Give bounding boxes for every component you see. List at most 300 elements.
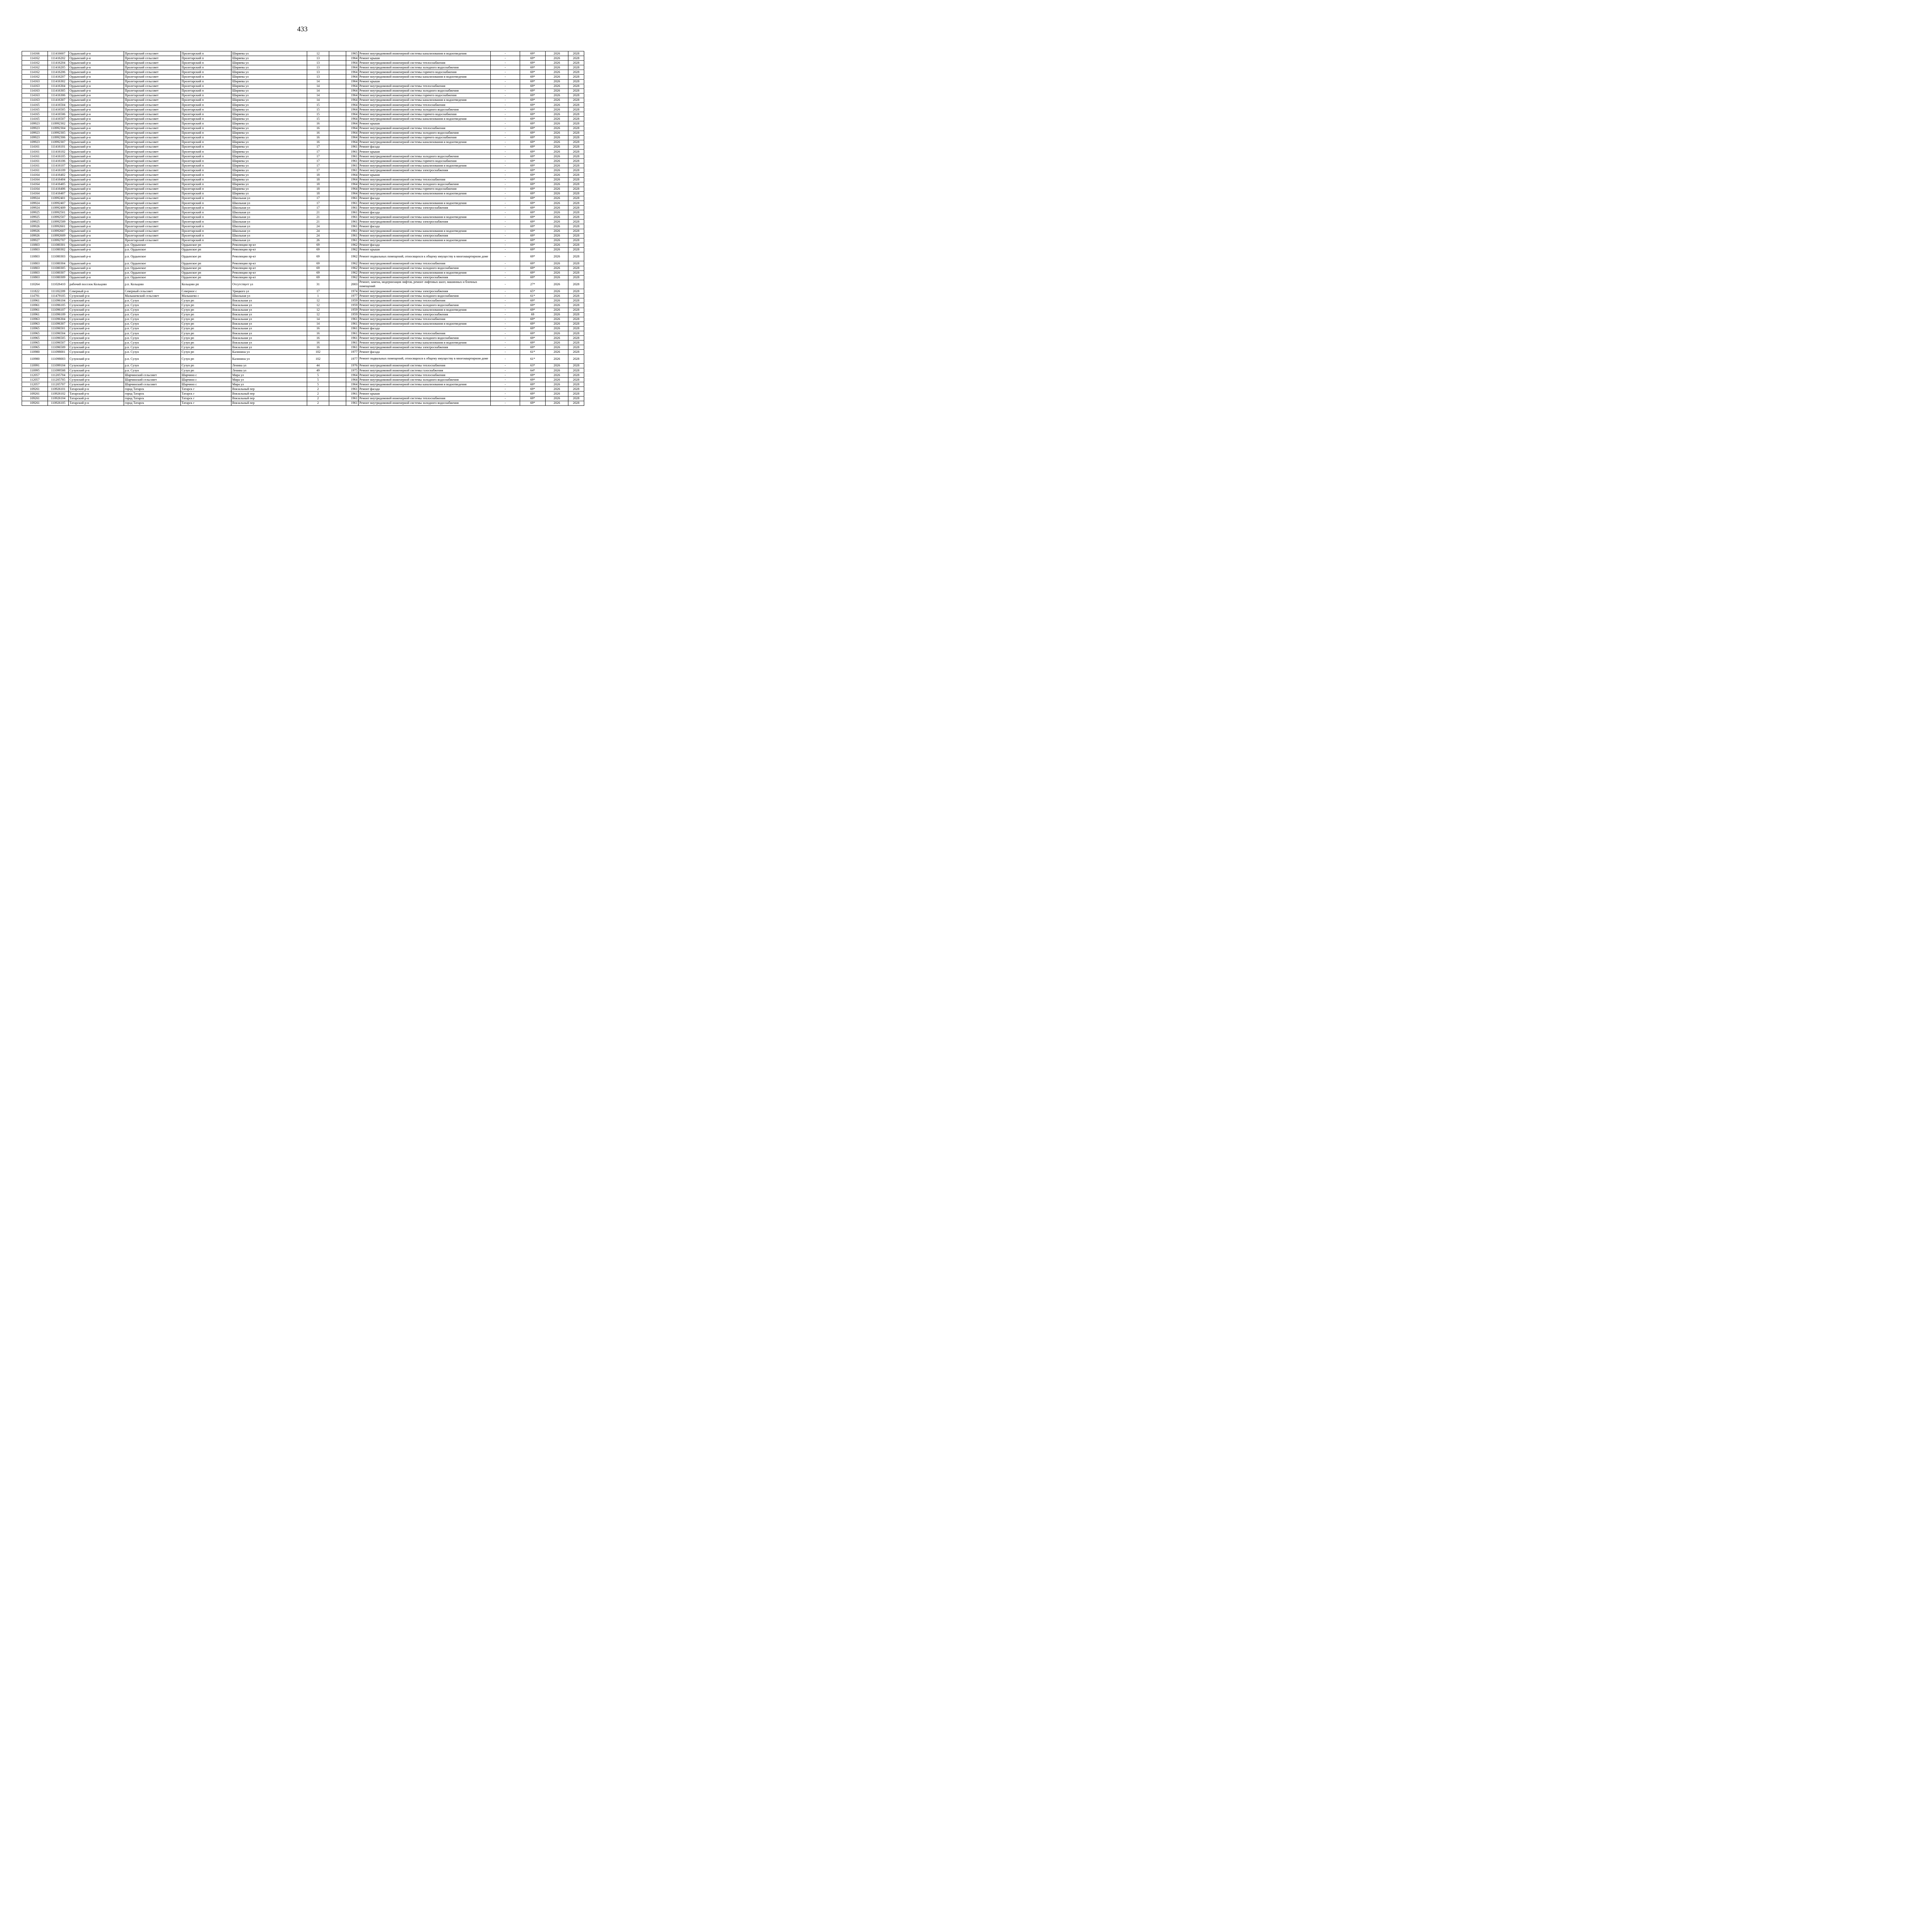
cell-blank-col: - <box>491 65 520 70</box>
cell-settlement: Пролетарский п <box>181 196 231 201</box>
cell-district: Ордынский р-н <box>69 135 124 140</box>
cell-house-id: 111822 <box>22 289 48 294</box>
table-row <box>22 322 584 326</box>
cell-house-id: 109926 <box>22 224 48 229</box>
cell-start-year: 2026 <box>546 206 568 210</box>
table-row <box>22 368 584 373</box>
cell-house-id: 110980 <box>22 354 48 363</box>
cell-work-type: Ремонт внутридомовой инженерной системы теплоснабжения <box>359 103 491 107</box>
cell-house-number: 24 <box>307 233 329 238</box>
cell-end-year: 2028 <box>568 220 584 224</box>
cell-start-year: 2026 <box>546 191 568 196</box>
cell-settlement: Шарчино с <box>181 382 231 387</box>
cell-wear-percent: 69* <box>520 271 546 275</box>
cell-work-type: Ремонт фасада <box>359 196 491 201</box>
table-row <box>22 126 584 131</box>
cell-wear-percent: 63* <box>520 363 546 368</box>
cell-start-year: 2026 <box>546 84 568 89</box>
cell-house-number: 13 <box>307 65 329 70</box>
cell-building <box>329 70 346 75</box>
cell-blank-col: - <box>491 103 520 107</box>
cell-blank-col: - <box>491 275 520 280</box>
cell-wear-percent: 69* <box>520 331 546 336</box>
cell-work-type: Ремонт внутридомовой инженерной системы горячего водоснабжения <box>359 70 491 75</box>
cell-wear-percent: 69* <box>520 201 546 206</box>
cell-wear-percent: 69* <box>520 387 546 392</box>
cell-house-number: 2 <box>307 401 329 405</box>
cell-work-type: Ремонт внутридомовой инженерной системы канализования и водоотведения <box>359 140 491 145</box>
cell-work-id: 111096509 <box>48 345 69 350</box>
cell-build-year: 1961 <box>346 159 359 163</box>
cell-work-id: 111096507 <box>48 340 69 345</box>
cell-build-year: 1961 <box>346 317 359 322</box>
cell-wear-percent: 69* <box>520 187 546 191</box>
cell-street: Вокзальный пер <box>231 387 307 392</box>
cell-start-year: 2026 <box>546 261 568 266</box>
cell-municipality: город Татарск <box>124 401 181 405</box>
page-number: 433 <box>297 25 308 33</box>
cell-end-year: 2028 <box>568 261 584 266</box>
cell-end-year: 2028 <box>568 201 584 206</box>
cell-street: Вокзальная ул <box>231 326 307 331</box>
cell-blank-col: - <box>491 229 520 233</box>
cell-start-year: 2026 <box>546 79 568 84</box>
cell-build-year: 1964 <box>346 98 359 102</box>
cell-start-year: 2026 <box>546 140 568 145</box>
cell-build-year: 1975 <box>346 368 359 373</box>
cell-start-year: 2026 <box>546 220 568 224</box>
cell-house-id: 114166 <box>22 51 48 56</box>
cell-municipality: Пролетарский сельсовет <box>124 135 181 140</box>
cell-house-id: 114165 <box>22 112 48 117</box>
cell-house-id: 109925 <box>22 215 48 220</box>
cell-wear-percent: 69* <box>520 126 546 131</box>
table-row <box>22 61 584 65</box>
cell-district: Ордынский р-н <box>69 201 124 206</box>
cell-house-number: 69 <box>307 271 329 275</box>
cell-wear-percent: 69* <box>520 70 546 75</box>
cell-house-number: 2 <box>307 387 329 392</box>
cell-house-id: 114164 <box>22 191 48 196</box>
cell-build-year: 1961 <box>346 224 359 229</box>
cell-work-type: Ремонт фасада <box>359 326 491 331</box>
cell-building <box>329 98 346 102</box>
cell-start-year: 2026 <box>546 173 568 177</box>
cell-wear-percent: 69* <box>520 121 546 126</box>
table-row <box>22 266 584 271</box>
cell-house-number: 18 <box>307 187 329 191</box>
cell-blank-col: - <box>491 266 520 271</box>
cell-settlement: Пролетарский п <box>181 121 231 126</box>
cell-work-type: Ремонт внутридомовой инженерной системы канализования и водоотведения <box>359 382 491 387</box>
cell-street: Ширяева ул <box>231 149 307 154</box>
table-row <box>22 56 584 61</box>
cell-settlement: Ордынское рп <box>181 243 231 247</box>
cell-district: Ордынский р-н <box>69 159 124 163</box>
cell-municipality: Пролетарский сельсовет <box>124 112 181 117</box>
cell-street: Вокзальный пер <box>231 396 307 401</box>
cell-settlement: Ордынское рп <box>181 266 231 271</box>
cell-house-number: 12 <box>307 298 329 303</box>
cell-work-id: 111205707 <box>48 382 69 387</box>
cell-house-number: 24 <box>307 224 329 229</box>
cell-wear-percent: 61* <box>520 350 546 354</box>
cell-settlement: Пролетарский п <box>181 140 231 145</box>
cell-build-year: 1962 <box>346 261 359 266</box>
cell-building <box>329 317 346 322</box>
cell-end-year: 2028 <box>568 354 584 363</box>
cell-settlement: Сузун рп <box>181 354 231 363</box>
cell-house-number: 69 <box>307 275 329 280</box>
cell-work-id: 111416101 <box>48 145 69 149</box>
cell-house-id: 110965 <box>22 336 48 340</box>
cell-blank-col: - <box>491 75 520 79</box>
table-row <box>22 140 584 145</box>
cell-municipality: Пролетарский сельсовет <box>124 98 181 102</box>
cell-building <box>329 373 346 378</box>
cell-street: Ширяева ул <box>231 191 307 196</box>
cell-building <box>329 345 346 350</box>
cell-work-type: Ремонт внутридомовой инженерной системы теплоснабжения <box>359 331 491 336</box>
cell-house-number: 17 <box>307 168 329 173</box>
cell-work-type: Ремонт внутридомовой инженерной системы холодного водоснабжения <box>359 182 491 187</box>
cell-work-type: Ремонт внутридомовой инженерной системы теплоснабжения <box>359 317 491 322</box>
cell-start-year: 2026 <box>546 378 568 382</box>
cell-house-id: 110803 <box>22 243 48 247</box>
cell-street: Вокзальный пер <box>231 392 307 396</box>
cell-wear-percent: 69* <box>520 322 546 326</box>
cell-district: Ордынский р-н <box>69 275 124 280</box>
cell-wear-percent: 69* <box>520 224 546 229</box>
cell-work-id: 111416205 <box>48 65 69 70</box>
cell-end-year: 2028 <box>568 61 584 65</box>
cell-wear-percent: 69* <box>520 308 546 312</box>
cell-blank-col: - <box>491 378 520 382</box>
cell-work-type: Ремонт фасада <box>359 224 491 229</box>
cell-blank-col: - <box>491 345 520 350</box>
cell-settlement: Татарск г <box>181 401 231 405</box>
cell-work-type: Ремонт внутридомовой инженерной системы холодного водоснабжения <box>359 401 491 405</box>
cell-start-year: 2026 <box>546 298 568 303</box>
cell-work-id: 110992407 <box>48 201 69 206</box>
cell-blank-col: - <box>491 149 520 154</box>
cell-building <box>329 378 346 382</box>
cell-street: Ширяева ул <box>231 177 307 182</box>
cell-blank-col: - <box>491 238 520 243</box>
cell-blank-col: - <box>491 298 520 303</box>
cell-settlement: Сузун рп <box>181 303 231 308</box>
cell-settlement: Пролетарский п <box>181 79 231 84</box>
cell-street: Мира ул <box>231 382 307 387</box>
cell-house-id: 114163 <box>22 79 48 84</box>
cell-wear-percent: 69* <box>520 182 546 187</box>
cell-municipality: Пролетарский сельсовет <box>124 154 181 159</box>
cell-house-id: 109261 <box>22 387 48 392</box>
cell-building <box>329 135 346 140</box>
cell-house-id: 114163 <box>22 89 48 93</box>
cell-end-year: 2028 <box>568 75 584 79</box>
cell-house-id: 109923 <box>22 126 48 131</box>
cell-start-year: 2026 <box>546 215 568 220</box>
cell-end-year: 2028 <box>568 224 584 229</box>
cell-house-number: 69 <box>307 247 329 252</box>
cell-start-year: 2026 <box>546 145 568 149</box>
cell-work-id: 111416206 <box>48 70 69 75</box>
cell-street: Революции пр-кт <box>231 271 307 275</box>
table-row <box>22 149 584 154</box>
cell-start-year: 2026 <box>546 289 568 294</box>
cell-end-year: 2028 <box>568 51 584 56</box>
cell-settlement: Пролетарский п <box>181 107 231 112</box>
cell-settlement: Ордынское рп <box>181 247 231 252</box>
table-row <box>22 271 584 275</box>
cell-settlement: Пролетарский п <box>181 187 231 191</box>
cell-work-id: 110992609 <box>48 233 69 238</box>
cell-street: Ширяева ул <box>231 89 307 93</box>
cell-building <box>329 396 346 401</box>
cell-wear-percent: 69* <box>520 396 546 401</box>
cell-build-year: 1964 <box>346 187 359 191</box>
cell-house-id: 114162 <box>22 65 48 70</box>
cell-municipality: Пролетарский сельсовет <box>124 117 181 121</box>
cell-end-year: 2028 <box>568 121 584 126</box>
cell-build-year: 1964 <box>346 135 359 140</box>
cell-building <box>329 252 346 261</box>
cell-wear-percent: 69* <box>520 345 546 350</box>
cell-end-year: 2028 <box>568 303 584 308</box>
cell-building <box>329 93 346 98</box>
cell-house-id: 114165 <box>22 117 48 121</box>
cell-work-id: 110992707 <box>48 238 69 243</box>
cell-house-number: 102 <box>307 350 329 354</box>
table-row <box>22 312 584 317</box>
cell-start-year: 2026 <box>546 280 568 289</box>
cell-house-number: 16 <box>307 331 329 336</box>
cell-house-number: 12 <box>307 51 329 56</box>
cell-house-id: 110965 <box>22 340 48 345</box>
cell-house-number: 14 <box>307 317 329 322</box>
cell-start-year: 2026 <box>546 210 568 215</box>
cell-house-id: 114162 <box>22 75 48 79</box>
cell-district: рабочий поселок Кольцово <box>69 280 124 289</box>
cell-build-year: 1961 <box>346 336 359 340</box>
cell-wear-percent: 69* <box>520 210 546 215</box>
cell-house-id: 110803 <box>22 271 48 275</box>
cell-municipality: Пролетарский сельсовет <box>124 182 181 187</box>
cell-municipality: Пролетарский сельсовет <box>124 121 181 126</box>
cell-work-id: 110926101 <box>48 387 69 392</box>
cell-municipality: Пролетарский сельсовет <box>124 89 181 93</box>
cell-start-year: 2026 <box>546 65 568 70</box>
cell-work-id: 111416207 <box>48 75 69 79</box>
cell-building <box>329 163 346 168</box>
cell-street: Ширяева ул <box>231 51 307 56</box>
cell-work-id: 111099104 <box>48 363 69 368</box>
cell-house-number: 15 <box>307 107 329 112</box>
cell-start-year: 2026 <box>546 182 568 187</box>
cell-start-year: 2026 <box>546 354 568 363</box>
cell-end-year: 2028 <box>568 206 584 210</box>
cell-work-id: 110992306 <box>48 135 69 140</box>
cell-work-type: Ремонт фасада <box>359 387 491 392</box>
cell-work-id: 111416302 <box>48 79 69 84</box>
cell-settlement: Пролетарский п <box>181 220 231 224</box>
cell-start-year: 2026 <box>546 117 568 121</box>
cell-building <box>329 117 346 121</box>
cell-settlement: Пролетарский п <box>181 93 231 98</box>
cell-work-id: 111080301 <box>48 243 69 247</box>
cell-municipality: Пролетарский сельсовет <box>124 187 181 191</box>
cell-blank-col: - <box>491 392 520 396</box>
cell-build-year: 1962 <box>346 247 359 252</box>
cell-end-year: 2028 <box>568 363 584 368</box>
cell-municipality: р.п. Ордынское <box>124 271 181 275</box>
table-row <box>22 121 584 126</box>
cell-settlement: Сузун рп <box>181 336 231 340</box>
cell-building <box>329 266 346 271</box>
cell-house-number: 14 <box>307 322 329 326</box>
cell-building <box>329 56 346 61</box>
cell-building <box>329 271 346 275</box>
cell-wear-percent: 69* <box>520 93 546 98</box>
cell-district: Ордынский р-н <box>69 154 124 159</box>
cell-house-id: 109923 <box>22 121 48 126</box>
cell-municipality: Пролетарский сельсовет <box>124 56 181 61</box>
cell-end-year: 2028 <box>568 168 584 173</box>
cell-house-id: 114164 <box>22 187 48 191</box>
cell-work-id: 110992307 <box>48 140 69 145</box>
cell-blank-col: - <box>491 126 520 131</box>
cell-start-year: 2026 <box>546 266 568 271</box>
cell-end-year: 2028 <box>568 131 584 135</box>
cell-house-id: 114161 <box>22 154 48 159</box>
cell-municipality: р.п. Сузун <box>124 326 181 331</box>
cell-municipality: р.п. Сузун <box>124 322 181 326</box>
table-row <box>22 215 584 220</box>
cell-district: Ордынский р-н <box>69 145 124 149</box>
cell-settlement: Пролетарский п <box>181 224 231 229</box>
cell-work-type: Ремонт внутридомовой инженерной системы электроснабжения <box>359 345 491 350</box>
cell-work-id: 111416109 <box>48 168 69 173</box>
cell-settlement: Ордынское рп <box>181 275 231 280</box>
cell-end-year: 2028 <box>568 229 584 233</box>
cell-build-year: 1961 <box>346 340 359 345</box>
cell-street: Школьная ул <box>231 210 307 215</box>
cell-work-type: Ремонт внутридомовой инженерной системы канализования и водоотведения <box>359 308 491 312</box>
table-row <box>22 233 584 238</box>
cell-work-id: 111096109 <box>48 312 69 317</box>
cell-settlement: Сузун рп <box>181 340 231 345</box>
cell-municipality: р.п. Сузун <box>124 368 181 373</box>
cell-start-year: 2026 <box>546 177 568 182</box>
cell-district: Сузунский р-н <box>69 331 124 336</box>
cell-start-year: 2026 <box>546 322 568 326</box>
cell-municipality: р.п. Ордынское <box>124 261 181 266</box>
cell-settlement: Пролетарский п <box>181 51 231 56</box>
cell-end-year: 2028 <box>568 345 584 350</box>
cell-building <box>329 187 346 191</box>
cell-build-year: 1961 <box>346 345 359 350</box>
table-row <box>22 107 584 112</box>
cell-blank-col: - <box>491 280 520 289</box>
cell-work-type: Ремонт крыши <box>359 121 491 126</box>
cell-settlement: Сузун рп <box>181 312 231 317</box>
cell-work-id: 111096504 <box>48 331 69 336</box>
cell-wear-percent: 69* <box>520 220 546 224</box>
cell-municipality: Пролетарский сельсовет <box>124 131 181 135</box>
cell-settlement: Пролетарский п <box>181 173 231 177</box>
cell-work-type: Ремонт подвальных помещений, относящихся к общему имуществу в многоквартирном доме <box>359 252 491 261</box>
cell-district: Ордынский р-н <box>69 149 124 154</box>
cell-blank-col: - <box>491 121 520 126</box>
cell-house-number: 16 <box>307 131 329 135</box>
cell-wear-percent: 69* <box>520 275 546 280</box>
cell-district: Сузунский р-н <box>69 317 124 322</box>
cell-district: Сузунский р-н <box>69 326 124 331</box>
table-row <box>22 89 584 93</box>
cell-municipality: р.п. Кольцово <box>124 280 181 289</box>
cell-settlement: Малышево с <box>181 294 231 298</box>
cell-end-year: 2028 <box>568 210 584 215</box>
cell-municipality: р.п. Сузун <box>124 350 181 354</box>
cell-municipality: Пролетарский сельсовет <box>124 145 181 149</box>
table-row <box>22 340 584 345</box>
cell-street: Вокзальная ул <box>231 336 307 340</box>
cell-house-number: 44 <box>307 363 329 368</box>
cell-build-year: 1961 <box>346 331 359 336</box>
cell-start-year: 2026 <box>546 107 568 112</box>
cell-build-year: 1964 <box>346 173 359 177</box>
cell-house-number: 5 <box>307 382 329 387</box>
cell-start-year: 2026 <box>546 135 568 140</box>
cell-work-type: Ремонт внутридомовой инженерной системы канализования и водоотведения <box>359 215 491 220</box>
cell-building <box>329 220 346 224</box>
cell-settlement: Пролетарский п <box>181 84 231 89</box>
cell-build-year: 1977 <box>346 350 359 354</box>
table-row <box>22 289 584 294</box>
cell-district: Ордынский р-н <box>69 182 124 187</box>
cell-wear-percent: 69* <box>520 79 546 84</box>
cell-start-year: 2026 <box>546 331 568 336</box>
cell-work-id: 111416405 <box>48 182 69 187</box>
cell-work-type: Ремонт внутридомовой инженерной системы канализования и водоотведения <box>359 163 491 168</box>
cell-street: Революции пр-кт <box>231 247 307 252</box>
cell-work-type: Ремонт внутридомовой инженерной системы холодного водоснабжения <box>359 294 491 298</box>
cell-house-number: 24 <box>307 229 329 233</box>
table-row <box>22 252 584 261</box>
cell-district: Ордынский р-н <box>69 168 124 173</box>
cell-wear-percent: 69* <box>520 154 546 159</box>
cell-street: Ширяева ул <box>231 173 307 177</box>
cell-start-year: 2026 <box>546 89 568 93</box>
cell-start-year: 2026 <box>546 201 568 206</box>
cell-house-id: 112057 <box>22 373 48 378</box>
table-row <box>22 220 584 224</box>
cell-house-id: 110995 <box>22 368 48 373</box>
cell-work-id: 111416204 <box>48 61 69 65</box>
cell-blank-col: - <box>491 363 520 368</box>
cell-work-type: Ремонт внутридомовой инженерной системы канализования и водоотведения <box>359 117 491 121</box>
cell-blank-col: - <box>491 271 520 275</box>
cell-house-id: 109926 <box>22 233 48 238</box>
cell-municipality: р.п. Сузун <box>124 345 181 350</box>
cell-start-year: 2026 <box>546 312 568 317</box>
cell-settlement: Пролетарский п <box>181 75 231 79</box>
cell-wear-percent: 69* <box>520 135 546 140</box>
cell-building <box>329 140 346 145</box>
cell-building <box>329 206 346 210</box>
table-row <box>22 79 584 84</box>
